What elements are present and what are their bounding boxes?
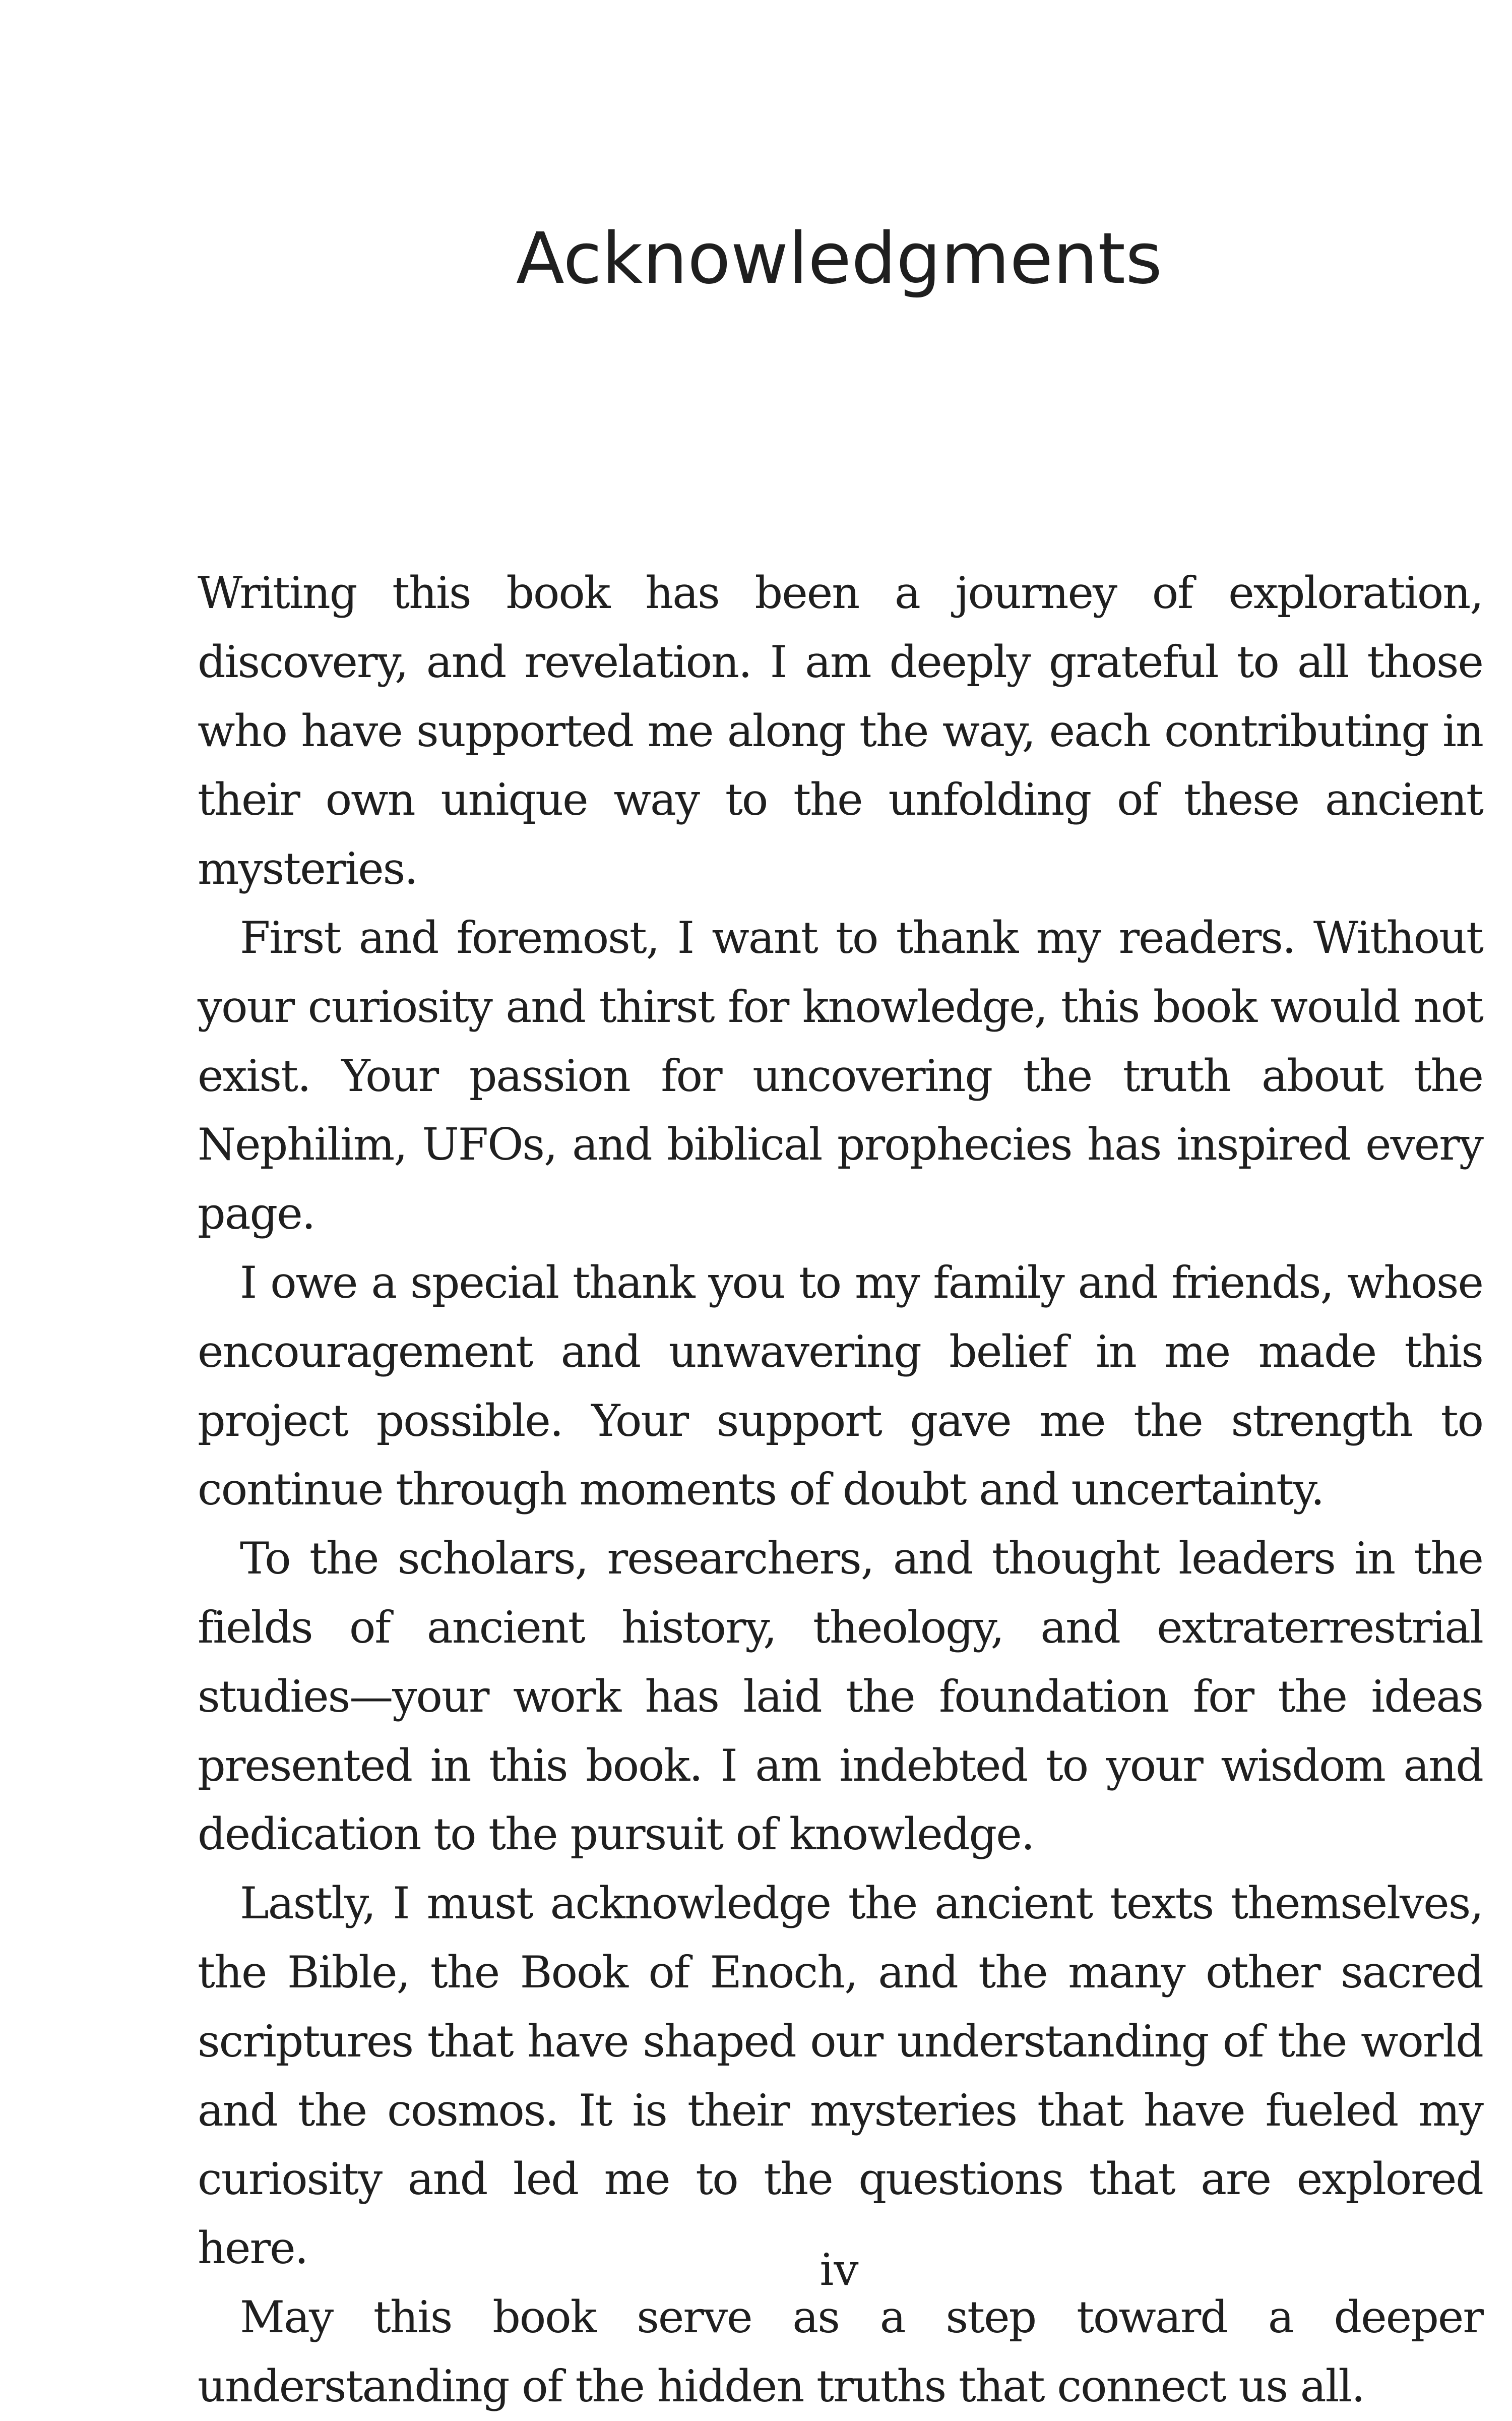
paragraph: First and foremost, I want to thank my readers. Without your curiosity and thirst for knowledge, this book would not exist. Your passion for uncovering the truth about the Nephilim, UFOs, and biblical prophecies has inspired every page.: [198, 912, 1483, 1240]
acknowledgments-body: [198, 559, 1483, 2421]
paragraph: Writing this book has been a journey of exploration, discovery, and revelation. I am deeply grateful to all those who have supported me along the way, each contributing in their own unique way to the unfolding of these ancient mysteries.: [198, 567, 1483, 895]
paragraph: I owe a special thank you to my family and friends, whose encouragement and unwavering belief in me made this project possible. Your support gave me the strength to continue through moments of doubt and uncertainty.: [198, 1256, 1483, 1516]
paragraph: Lastly, I must acknowledge the ancient texts themselves, the Bible, the Book of Enoch, and the many other sacred scriptures that have shaped our understanding of the world and the cosmos. It is their mysteries that have fueled my curiosity and led me to the questions that are explored here.: [198, 1878, 1483, 2274]
paragraph: To the scholars, researchers, and thought leaders in the fields of ancient history, theology, and extraterrestrial studies—your work has laid the foundation for the ideas presented in this book. I am indebted to your wisdom and dedication to the pursuit of knowledge.: [198, 1533, 1483, 1860]
page-title: Acknowledgments: [516, 218, 1163, 300]
page-number: iv: [820, 2244, 859, 2295]
paragraph: May this book serve as a step toward a deeper understanding of the hidden truths that connect us all.: [198, 2291, 1483, 2412]
